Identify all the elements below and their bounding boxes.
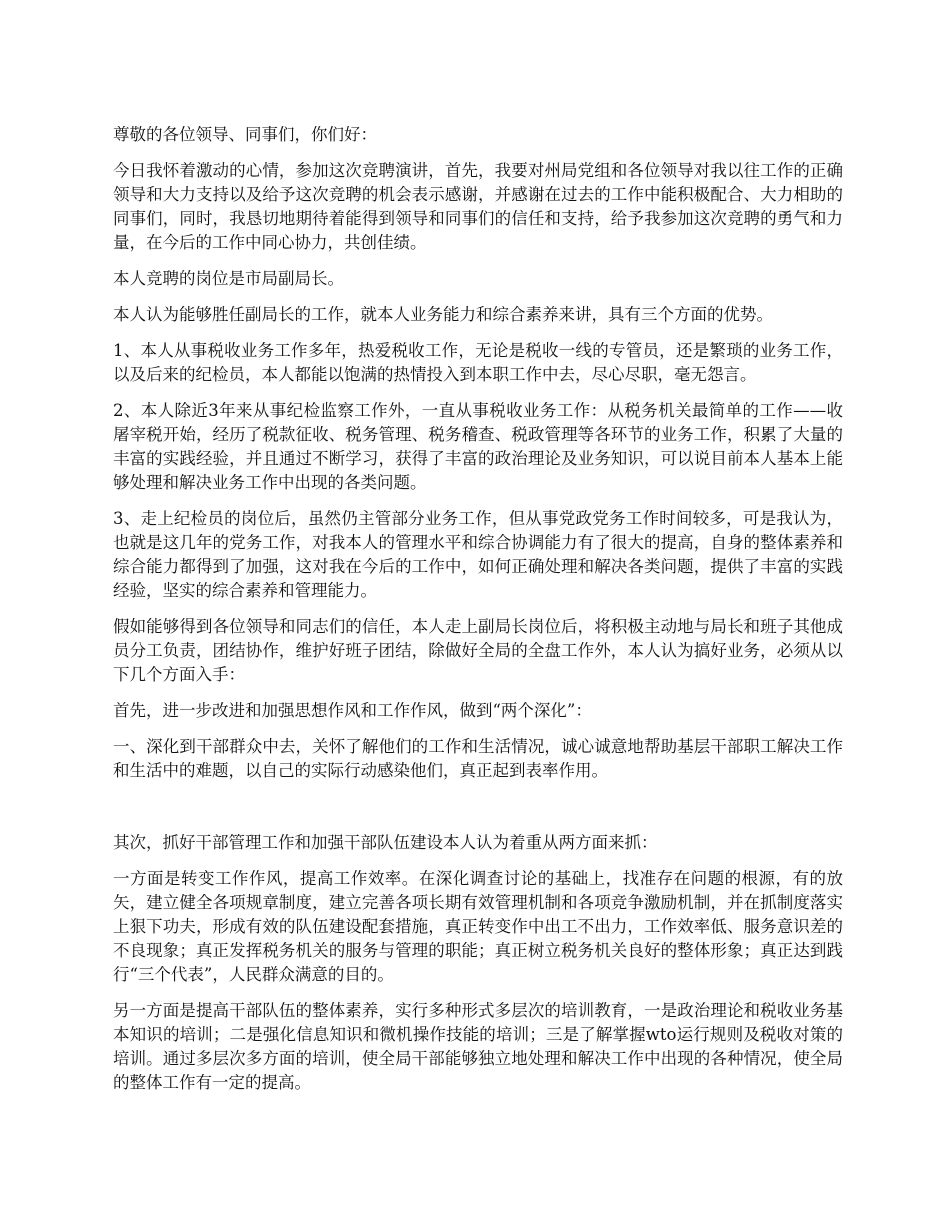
training-paragraph: 另一方面是提高干部队伍的整体素养，实行多种形式多层次的培训教育，一是政治理论和税收业务基本知识的培训；二是强化信息知识和微机操作技能的培训；三是了解掌握wto运行规则及税收对策的培训。通过多层次多方面的培训，使全局干部能够独立地处理和解决工作中出现的各种情况，使全局的整体工作有一定的提高。	[113, 1001, 843, 1092]
greeting-paragraph: 尊敬的各位领导、同事们，你们好：	[113, 125, 377, 144]
plan-intro-paragraph: 假如能够得到各位领导和同志们的信任，本人走上副局长岗位后，将积极主动地与局长和班子其他成员分工负责，团结协作，维护好班子团结，除做好全局的全盘工作外，本人认为搞好业务，必须从以下几个方面入手：	[113, 617, 843, 684]
document-body	[113, 123, 843, 1107]
opening-paragraph: 今日我怀着激动的心情，参加这次竞聘演讲，首先，我要对州局党组和各位领导对我以往工作的正确领导和大力支持以及给予这次竞聘的机会表示感谢，并感谢在过去的工作中能积极配合、大力相助的同事们，同时，我恳切地期待着能得到领导和同事们的信任和支持，给予我参加这次竞聘的勇气和力量，在今后的工作中同心协力，共创佳绩。	[113, 161, 843, 252]
advantage-1-paragraph: 1、本人从事税收业务工作多年，热爱税收工作，无论是税收一线的专管员，还是繁琐的业务工作，以及后来的纪检员，本人都能以饱满的热情投入到本职工作中去，尽心尽职，毫无怨言。	[113, 341, 843, 384]
first-point-paragraph: 首先，进一步改进和加强思想作风和工作作风，做到“两个深化”：	[113, 701, 592, 720]
advantage-3-paragraph: 3、走上纪检员的岗位后，虽然仍主管部分业务工作，但从事党政党务工作时间较多，可是我认为，也就是这几年的党务工作，对我本人的管理水平和综合协调能力有了很大的提高，自身的整体素养和综合能力都得到了加强，这对我在今后的工作中，如何正确处理和解决各类问题，提供了丰富的实践经验，坚实的综合素养和管理能力。	[113, 509, 843, 600]
advantage-2-paragraph: 2、本人除近3年来从事纪检监察工作外，一直从事税收业务工作：从税务机关最简单的工作——收屠宰税开始，经历了税款征收、税务管理、税务稽查、税政管理等各环节的业务工作，积累了大量的丰富的实践经验，并且通过不断学习，获得了丰富的政治理论及业务知识，可以说目前本人基本上能够处理和解决业务工作中出现的各类问题。	[113, 401, 843, 492]
advantages-intro-paragraph: 本人认为能够胜任副局长的工作，就本人业务能力和综合素养来讲，具有三个方面的优势。	[113, 305, 773, 324]
position-paragraph: 本人竞聘的岗位是市局副局长。	[113, 269, 344, 288]
second-point-paragraph: 其次，抓好干部管理工作和加强干部队伍建设本人认为着重从两方面来抓：	[113, 833, 658, 852]
work-style-paragraph: 一方面是转变工作作风，提高工作效率。在深化调查讨论的基础上，找准存在问题的根源，有的放矢，建立健全各项规章制度，建立完善各项长期有效管理机制和各项竞争激励机制，并在抓制度落实上狠下功夫，形成有效的队伍建设配套措施，真正转变作中出工不出力，工作效率低、服务意识差的不良现象；真正发挥税务机关的服务与管理的职能；真正树立税务机关良好的整体形象；真正达到践行“三个代表”，人民群众满意的目的。	[113, 869, 843, 984]
deepen-paragraph: 一、深化到干部群众中去，关怀了解他们的工作和生活情况，诚心诚意地帮助基层干部职工解决工作和生活中的难题，以自己的实际行动感染他们，真正起到表率作用。	[113, 737, 843, 780]
